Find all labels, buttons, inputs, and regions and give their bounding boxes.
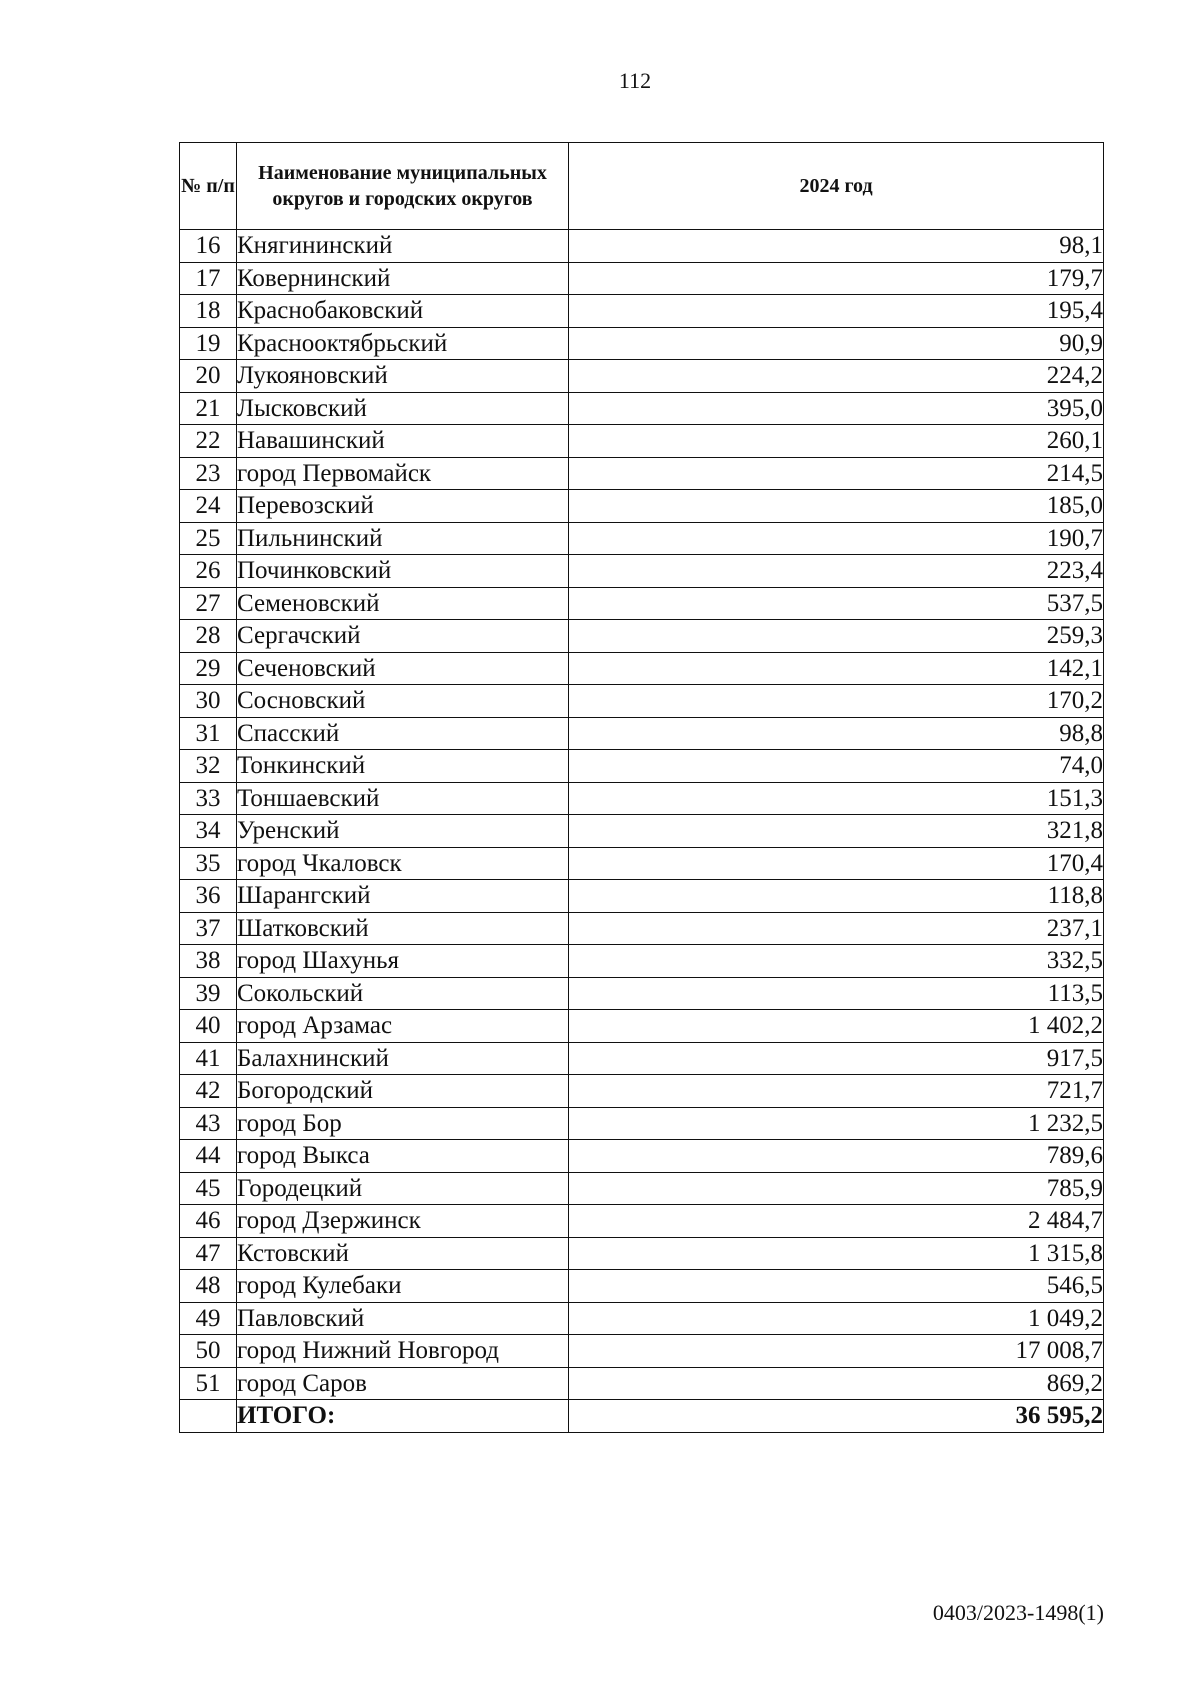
row-name: Семеновский: [237, 587, 569, 620]
row-name: Городецкий: [237, 1172, 569, 1205]
row-name: Сергачский: [237, 620, 569, 653]
row-number: 16: [180, 230, 237, 263]
row-value: 224,2: [569, 360, 1104, 393]
row-value: 546,5: [569, 1270, 1104, 1303]
row-name: Кстовский: [237, 1237, 569, 1270]
header-num: № п/п: [180, 143, 237, 230]
row-number: 27: [180, 587, 237, 620]
table-row: [180, 1042, 1104, 1075]
row-value: 151,3: [569, 782, 1104, 815]
row-value: 785,9: [569, 1172, 1104, 1205]
page-number: 112: [618, 68, 652, 93]
row-name: город Чкаловск: [237, 847, 569, 880]
row-value: 1 315,8: [569, 1237, 1104, 1270]
table-row: [180, 262, 1104, 295]
row-value: 179,7: [569, 262, 1104, 295]
table-row: [180, 880, 1104, 913]
table-row: [180, 1237, 1104, 1270]
table-row: [180, 1367, 1104, 1400]
table-row: [180, 1335, 1104, 1368]
row-value: 789,6: [569, 1140, 1104, 1173]
row-number: 26: [180, 555, 237, 588]
table-row: [180, 490, 1104, 523]
row-value: 721,7: [569, 1075, 1104, 1108]
row-name: город Нижний Новгород: [237, 1335, 569, 1368]
table-row: [180, 652, 1104, 685]
row-value: 190,7: [569, 522, 1104, 555]
row-number: 23: [180, 457, 237, 490]
row-name: Сосновский: [237, 685, 569, 718]
row-name: Балахнинский: [237, 1042, 569, 1075]
row-number: 44: [180, 1140, 237, 1173]
table-row: [180, 1010, 1104, 1043]
table-body: [180, 230, 1104, 1433]
row-value: 869,2: [569, 1367, 1104, 1400]
total-label: ИТОГО:: [237, 1400, 569, 1433]
row-name: Спасский: [237, 717, 569, 750]
row-value: 195,4: [569, 295, 1104, 328]
row-name: Шатковский: [237, 912, 569, 945]
row-number: 41: [180, 1042, 237, 1075]
table-row: [180, 327, 1104, 360]
row-number: 40: [180, 1010, 237, 1043]
row-number: 39: [180, 977, 237, 1010]
row-value: 259,3: [569, 620, 1104, 653]
row-number: 34: [180, 815, 237, 848]
table-row: [180, 295, 1104, 328]
total-value: 36 595,2: [569, 1400, 1104, 1433]
row-name: город Бор: [237, 1107, 569, 1140]
row-name: Перевозский: [237, 490, 569, 523]
row-name: город Первомайск: [237, 457, 569, 490]
row-name: Лысковский: [237, 392, 569, 425]
row-number: 30: [180, 685, 237, 718]
row-number: 38: [180, 945, 237, 978]
row-number: 42: [180, 1075, 237, 1108]
row-name: Тоншаевский: [237, 782, 569, 815]
row-number: 35: [180, 847, 237, 880]
row-value: 142,1: [569, 652, 1104, 685]
row-value: 1 049,2: [569, 1302, 1104, 1335]
table-row: [180, 360, 1104, 393]
row-number: 47: [180, 1237, 237, 1270]
row-value: 185,0: [569, 490, 1104, 523]
row-number: 31: [180, 717, 237, 750]
row-number: 24: [180, 490, 237, 523]
table-row: [180, 230, 1104, 263]
table-row: [180, 782, 1104, 815]
row-number: 29: [180, 652, 237, 685]
row-name: Краснобаковский: [237, 295, 569, 328]
table-row: [180, 815, 1104, 848]
row-value: 537,5: [569, 587, 1104, 620]
table-row: [180, 1172, 1104, 1205]
table-row: [180, 620, 1104, 653]
row-value: 98,1: [569, 230, 1104, 263]
table-row: [180, 1270, 1104, 1303]
row-value: 74,0: [569, 750, 1104, 783]
row-name: Шарангский: [237, 880, 569, 913]
row-name: Починковский: [237, 555, 569, 588]
row-number: 21: [180, 392, 237, 425]
row-name: город Саров: [237, 1367, 569, 1400]
row-value: 237,1: [569, 912, 1104, 945]
row-value: 1 402,2: [569, 1010, 1104, 1043]
row-value: 170,2: [569, 685, 1104, 718]
row-value: 395,0: [569, 392, 1104, 425]
row-value: 321,8: [569, 815, 1104, 848]
table-row: [180, 1107, 1104, 1140]
table-row: [180, 977, 1104, 1010]
row-name: город Кулебаки: [237, 1270, 569, 1303]
row-name: Княгининский: [237, 230, 569, 263]
row-value: 98,8: [569, 717, 1104, 750]
row-number: 18: [180, 295, 237, 328]
table-row: [180, 945, 1104, 978]
row-name: Лукояновский: [237, 360, 569, 393]
row-number: 17: [180, 262, 237, 295]
row-name: Пильнинский: [237, 522, 569, 555]
row-value: 1 232,5: [569, 1107, 1104, 1140]
table-row: [180, 457, 1104, 490]
table-row: [180, 522, 1104, 555]
row-number: 28: [180, 620, 237, 653]
table-row: [180, 717, 1104, 750]
row-name: Уренский: [237, 815, 569, 848]
row-value: 90,9: [569, 327, 1104, 360]
row-number: 36: [180, 880, 237, 913]
row-name: Сеченовский: [237, 652, 569, 685]
row-value: 118,8: [569, 880, 1104, 913]
row-name: город Дзержинск: [237, 1205, 569, 1238]
row-number: 46: [180, 1205, 237, 1238]
table-row: [180, 1302, 1104, 1335]
row-value: 170,4: [569, 847, 1104, 880]
row-name: Сокольский: [237, 977, 569, 1010]
row-name: Навашинский: [237, 425, 569, 458]
table-row: [180, 1205, 1104, 1238]
row-number: 49: [180, 1302, 237, 1335]
row-value: 214,5: [569, 457, 1104, 490]
row-name: Ковернинский: [237, 262, 569, 295]
table-row: [180, 1140, 1104, 1173]
row-value: 17 008,7: [569, 1335, 1104, 1368]
row-name: город Арзамас: [237, 1010, 569, 1043]
row-number: 37: [180, 912, 237, 945]
row-number: 43: [180, 1107, 237, 1140]
row-number: 48: [180, 1270, 237, 1303]
table-row: [180, 750, 1104, 783]
row-name: Богородский: [237, 1075, 569, 1108]
row-number: 19: [180, 327, 237, 360]
table-row: [180, 392, 1104, 425]
row-number: 22: [180, 425, 237, 458]
table-row: [180, 555, 1104, 588]
row-value: 260,1: [569, 425, 1104, 458]
row-number: 45: [180, 1172, 237, 1205]
total-empty-cell: [180, 1400, 237, 1433]
table-row: [180, 685, 1104, 718]
row-value: 2 484,7: [569, 1205, 1104, 1238]
data-table: [179, 142, 1104, 1433]
row-value: 332,5: [569, 945, 1104, 978]
row-name: Тонкинский: [237, 750, 569, 783]
document-code: 0403/2023-1498(1): [932, 1600, 1104, 1625]
header-name: Наименование муниципальных округов и городских округов: [237, 143, 569, 230]
row-name: город Шахунья: [237, 945, 569, 978]
row-value: 917,5: [569, 1042, 1104, 1075]
table-row: [180, 587, 1104, 620]
row-name: Павловский: [237, 1302, 569, 1335]
table-row: [180, 912, 1104, 945]
table-row: [180, 425, 1104, 458]
total-row: [180, 1400, 1104, 1433]
row-value: 113,5: [569, 977, 1104, 1010]
row-number: 20: [180, 360, 237, 393]
table-header-row: [180, 143, 1104, 230]
header-year: 2024 год: [569, 143, 1104, 230]
row-name: Краснооктябрьский: [237, 327, 569, 360]
table-row: [180, 847, 1104, 880]
row-number: 32: [180, 750, 237, 783]
row-number: 25: [180, 522, 237, 555]
row-number: 51: [180, 1367, 237, 1400]
row-number: 33: [180, 782, 237, 815]
row-number: 50: [180, 1335, 237, 1368]
row-value: 223,4: [569, 555, 1104, 588]
table-row: [180, 1075, 1104, 1108]
row-name: город Выкса: [237, 1140, 569, 1173]
